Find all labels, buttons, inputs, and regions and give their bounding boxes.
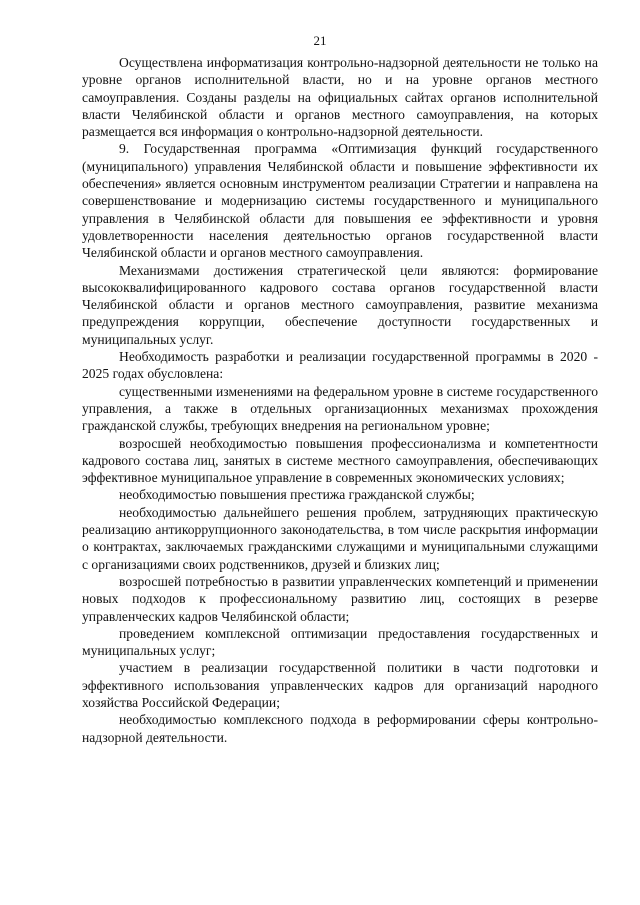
paragraph-informatization: Осуществлена информатизация контрольно-надзорной деятельности не только на уровне органов исполнительной власти, но и на уровне органов местного самоуправления. Созданы разделы на официальных сайтах органов исполнительной власти Челябинской области и органов местного самоуправления, на которых размещается вся информация о контрольно-надзорной деятельности. bbox=[82, 55, 598, 140]
paragraph-necessity-intro: Необходимость разработки и реализации государственной программы в 2020 - 2025 годах обусловлена: bbox=[82, 349, 598, 382]
paragraph-control-reform: необходимостью комплексного подхода в реформировании сферы контрольно-надзорной деятельности. bbox=[82, 712, 598, 745]
paragraph-personnel-policy: участием в реализации государственной политики в части подготовки и эффективного использования управленческих кадров для организаций народного хозяйства Российской Федерации; bbox=[82, 660, 598, 710]
paragraph-professionalism: возросшей необходимостью повышения профессионализма и компетентности кадрового состава лиц, занятых в системе местного самоуправления, обеспечивающих эффективное муниципальное управление в современных экономических условиях; bbox=[82, 435, 598, 486]
paragraph-mechanisms: Механизмами достижения стратегической цели являются: формирование высококвалифицированного кадрового состава органов государственной власти Челябинской области и органов местного самоуправления, развитие механизма предупреждения коррупции, обеспечение доступности государственных и муниципальных услуг. bbox=[82, 262, 598, 347]
paragraph-state-program: 9. Государственная программа «Оптимизация функций государственного (муниципального) управления Челябинской области и повышение эффективности их обеспечения» является основным инструментом реализации Стратегии и направлена на совершенствование и модернизацию системы государственного и муниципального управления в Челябинской области для повышения ее эффективности и уровня удовлетворенности населения деятельностью органов государственной власти Челябинской области и органов местного самоуправления. bbox=[82, 141, 598, 261]
paragraph-federal-changes: существенными изменениями на федеральном уровне в системе государственного управления, а также в отдельных организационных механизмах прохождения гражданской службы, требующих внедрения на региональном уровне; bbox=[82, 383, 598, 434]
paragraph-services-optimization: проведением комплексной оптимизации предоставления государственных и муниципальных услуг; bbox=[82, 625, 598, 659]
paragraph-competencies: возросшей потребностью в развитии управленческих компетенций и применении новых подходов к профессиональному развитию лиц, состоящих в резерве управленческих кадров Челябинской области; bbox=[82, 573, 598, 624]
paragraph-anticorruption: необходимостью дальнейшего решения проблем, затрудняющих практическую реализацию антикоррупционного законодательства, в том числе раскрытия информации о контрактах, заключаемых гражданскими служащими и муниципальными служащими с организациями своих родственников, друзей и близких лиц; bbox=[82, 504, 598, 572]
page-number: 21 bbox=[313, 33, 327, 48]
paragraph-prestige: необходимостью повышения престижа гражданской службы; bbox=[119, 487, 475, 503]
document-body bbox=[82, 54, 598, 746]
